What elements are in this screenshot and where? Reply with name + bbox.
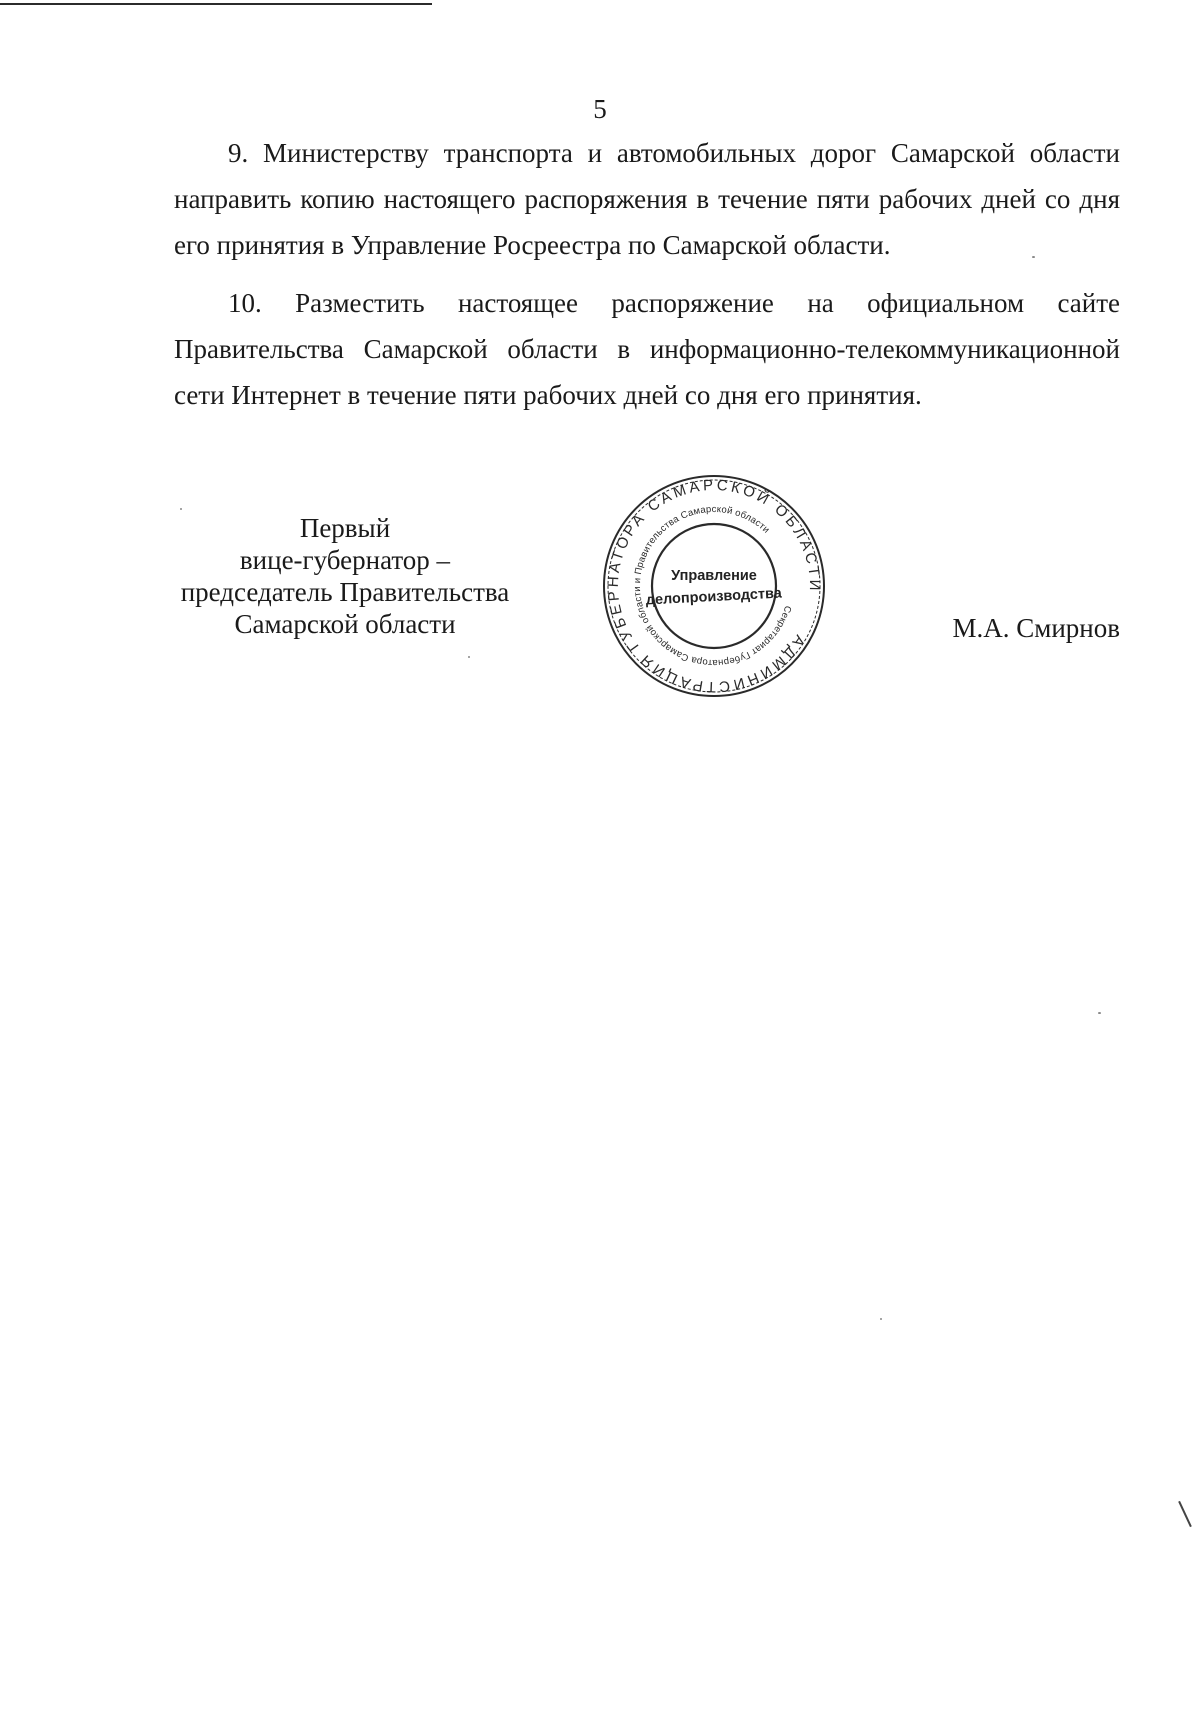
signatory-title-line: Самарской области <box>234 609 456 639</box>
signatory-title-line: вице-губернатор – <box>239 545 451 575</box>
stamp-center-line-2: делопроизводства <box>645 585 783 609</box>
stamp-center-line-1: Управление <box>671 568 757 584</box>
scan-speck <box>880 1318 882 1320</box>
signatory-title <box>160 512 530 640</box>
stamp-graphic <box>598 470 830 702</box>
signatory-title-line: председатель Правительства <box>180 577 510 607</box>
scan-speck <box>180 508 182 510</box>
official-stamp <box>598 470 830 702</box>
document-body <box>174 130 1120 430</box>
scan-speck <box>1098 1012 1101 1014</box>
paragraph-9: 9. Министерству транспорта и автомобильных дорог Самарской области направить копию настоящего распоряжения в течение пяти рабочих дней со дня его принятия в Управление Росреестра по Самарской области. <box>174 138 1120 260</box>
paragraph-10: 10. Разместить настоящее распоряжение на официальном сайте Правительства Самарской области в информационно-телекоммуникационной сети Интернет в течение пяти рабочих дней со дня его принятия. <box>174 288 1120 410</box>
stamp-outer-text: АДМИНИСТРАЦИЯ ГУБЕРНАТОРА САМАРСКОЙ ОБЛАСТИ <box>604 476 824 696</box>
scan-speck <box>468 656 470 658</box>
signer-name: М.А. Смирнов <box>952 613 1120 643</box>
stamp-inner-ring-text: Секретариат Губернатора Самарской области и Правительства Самарской области <box>631 503 794 669</box>
scan-speck <box>1032 256 1035 258</box>
signatory-title-line: Первый <box>299 513 391 543</box>
scan-mark <box>1178 1501 1192 1527</box>
top-edge-rule <box>0 3 432 5</box>
page-number: 5 <box>593 94 607 124</box>
